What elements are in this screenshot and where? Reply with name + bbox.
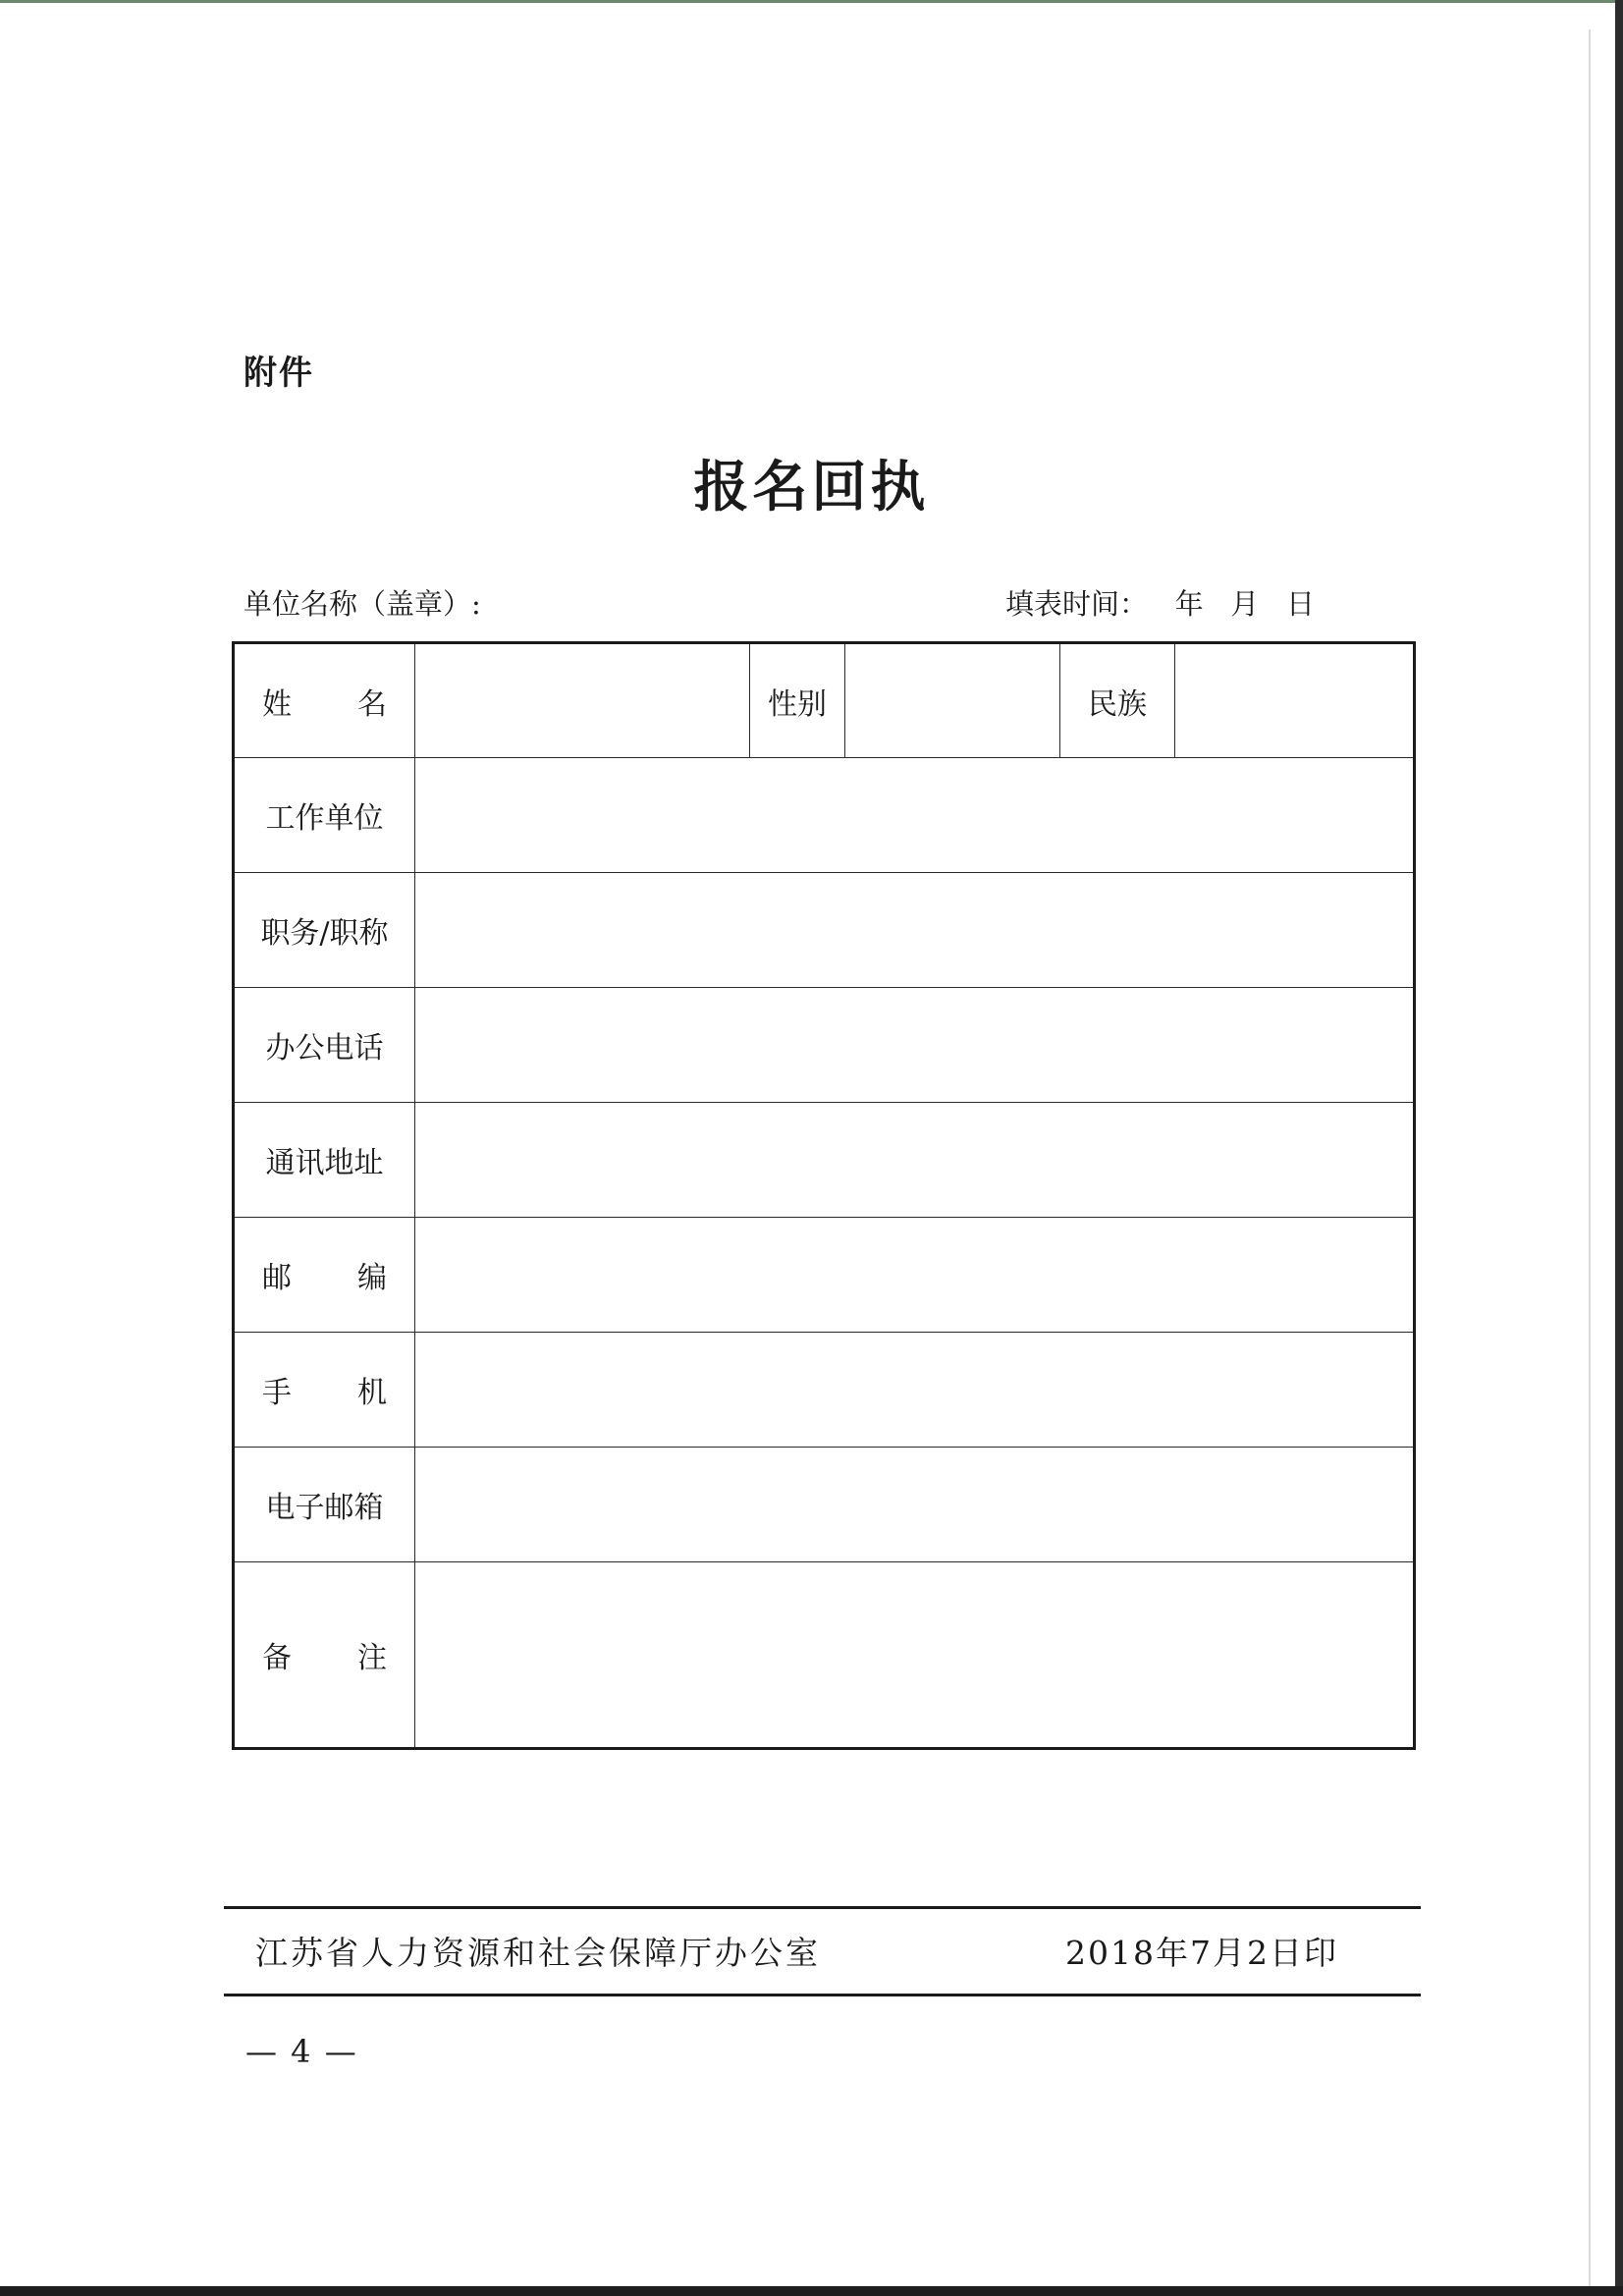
table-row-remarks bbox=[234, 1562, 1415, 1749]
document-title: 报名回执 bbox=[693, 455, 930, 519]
office-phone-label-cell bbox=[234, 988, 415, 1103]
position-title-label-cell bbox=[234, 873, 415, 988]
page-number: — 4 — bbox=[245, 2033, 358, 2070]
work-unit-field[interactable] bbox=[415, 758, 1415, 873]
footer-bottom-rule bbox=[224, 1994, 1421, 1996]
fill-time-label: 填表时间： 年 月 日 bbox=[1005, 587, 1315, 621]
footer-top-rule bbox=[224, 1906, 1421, 1909]
footer-print-date: 2018年7月2日印 bbox=[1065, 1934, 1338, 1972]
unit-name-label: 单位名称（盖章）: bbox=[243, 587, 481, 621]
gender-label: 性别 bbox=[768, 686, 827, 722]
address-label: 通讯地址 bbox=[265, 1146, 384, 1180]
mobile-label-cell bbox=[234, 1333, 415, 1448]
name-label-char-1: 姓 bbox=[262, 686, 292, 722]
remarks-field[interactable] bbox=[415, 1562, 1415, 1749]
table-row-email bbox=[234, 1448, 1415, 1562]
scan-bottom-edge bbox=[0, 2286, 1623, 2296]
ethnicity-field[interactable] bbox=[1175, 643, 1415, 758]
mobile-label-char-1: 手 bbox=[262, 1376, 292, 1410]
position-title-field[interactable] bbox=[415, 873, 1415, 988]
name-label-char-2: 名 bbox=[357, 686, 387, 722]
work-unit-label: 工作单位 bbox=[265, 801, 384, 836]
name-field[interactable] bbox=[415, 643, 750, 758]
table-row-address bbox=[234, 1103, 1415, 1218]
table-row-work-unit bbox=[234, 758, 1415, 873]
postcode-label-char-1: 邮 bbox=[262, 1261, 292, 1295]
postcode-label-cell bbox=[234, 1218, 415, 1333]
office-phone-field[interactable] bbox=[415, 988, 1415, 1103]
ethnicity-label-cell bbox=[1060, 643, 1175, 758]
remarks-label-cell bbox=[234, 1562, 415, 1749]
name-label-cell bbox=[234, 643, 415, 758]
gender-field[interactable] bbox=[845, 643, 1060, 758]
table-row-office-phone bbox=[234, 988, 1415, 1103]
position-title-label: 职务/职称 bbox=[260, 916, 389, 951]
registration-form-table bbox=[232, 641, 1416, 1750]
email-label-cell bbox=[234, 1448, 415, 1562]
remarks-label-char-1: 备 bbox=[262, 1641, 292, 1675]
email-label: 电子邮箱 bbox=[265, 1491, 384, 1525]
footer-issuer: 江苏省人力资源和社会保障厅办公室 bbox=[255, 1934, 821, 1972]
mobile-field[interactable] bbox=[415, 1333, 1415, 1448]
address-label-cell bbox=[234, 1103, 415, 1218]
table-row-title bbox=[234, 873, 1415, 988]
table-row-mobile bbox=[234, 1333, 1415, 1448]
mobile-label-char-2: 机 bbox=[357, 1376, 387, 1410]
table-row-postcode bbox=[234, 1218, 1415, 1333]
email-field[interactable] bbox=[415, 1448, 1415, 1562]
scan-right-line bbox=[1589, 29, 1591, 2288]
postcode-field[interactable] bbox=[415, 1218, 1415, 1333]
work-unit-label-cell bbox=[234, 758, 415, 873]
gender-label-cell bbox=[750, 643, 845, 758]
scan-right-edge bbox=[1615, 0, 1623, 2296]
address-field[interactable] bbox=[415, 1103, 1415, 1218]
attachment-label: 附件 bbox=[243, 354, 314, 393]
office-phone-label: 办公电话 bbox=[265, 1031, 384, 1066]
table-row-name bbox=[234, 643, 1415, 758]
ethnicity-label: 民族 bbox=[1088, 686, 1147, 722]
scan-top-edge bbox=[0, 0, 1623, 3]
remarks-label-char-2: 注 bbox=[357, 1641, 387, 1675]
postcode-label-char-2: 编 bbox=[357, 1261, 387, 1295]
